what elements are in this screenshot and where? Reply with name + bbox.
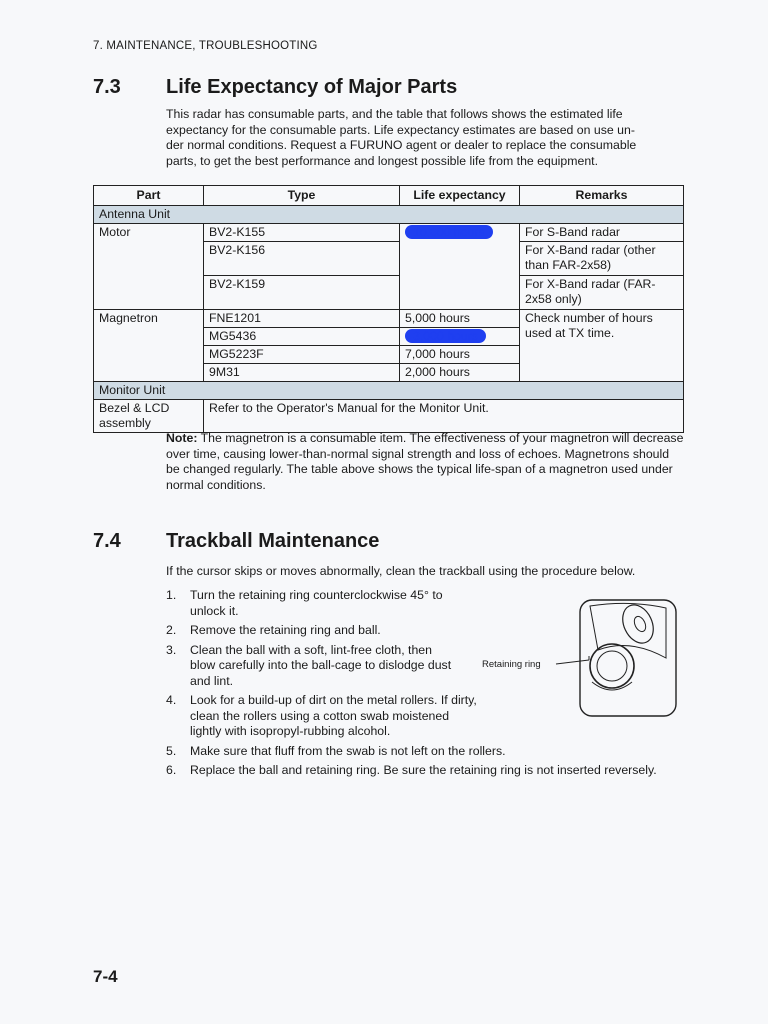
step-number: 4. xyxy=(166,693,177,707)
type-cell: 9M31 xyxy=(204,364,400,382)
note-paragraph xyxy=(166,431,686,493)
step-text: Look for a build-up of dirt on the metal rollers. If dirty, clean the rollers using a cotton swab moistened lightly with isopropyl-rubbing alcohol. xyxy=(190,693,477,738)
step-text: Clean the ball with a soft, lint-free cloth, then blow carefully into the ball-cage to dislodge dust and lint. xyxy=(190,642,452,688)
table-header-row xyxy=(94,186,684,206)
type-cell: BV2-K156 xyxy=(204,242,400,276)
step-text: Make sure that fluff from the swab is not left on the rollers. xyxy=(190,743,506,758)
intro-line: parts, to get the best performance and longest possible life from the equipment. xyxy=(166,153,599,168)
step-number: 3. xyxy=(166,642,177,657)
intro-line: der normal conditions. Request a FURUNO agent or dealer to replace the consumable xyxy=(166,138,637,152)
step-number: 2. xyxy=(166,623,177,637)
part-cell: Bezel & LCD assembly xyxy=(94,400,204,433)
table-row xyxy=(94,224,684,242)
list-item xyxy=(166,744,686,760)
intro-paragraph xyxy=(166,107,686,169)
type-cell: BV2-K159 xyxy=(204,276,400,310)
type-cell: MG5436 xyxy=(204,328,400,346)
note-label: Note: xyxy=(166,431,198,445)
section-title: Trackball Maintenance xyxy=(166,530,380,552)
remarks-cell: Refer to the Operator's Manual for the Monitor Unit. xyxy=(204,400,684,433)
trackball-figure xyxy=(480,598,680,720)
remarks-cell: Check number of hours used at TX time. xyxy=(520,310,684,382)
step-text: Turn the retaining ring counterclockwise 45° to unlock it. xyxy=(190,588,443,618)
intro-line: expectancy for the consumable parts. Life expectancy estimates are based on use un- xyxy=(166,122,635,137)
section-number: 7.4 xyxy=(93,530,121,552)
type-cell: BV2-K155 xyxy=(204,224,400,242)
life-cell: 5,000 hours xyxy=(400,310,520,328)
type-cell: FNE1201 xyxy=(204,310,400,328)
step-number: 1. xyxy=(166,588,177,602)
page-number: 7-4 xyxy=(93,967,118,986)
life-cell: 2,000 hours xyxy=(400,364,520,382)
remarks-cell: For X-Band radar (FAR-2x58 only) xyxy=(520,276,684,310)
group-label: Antenna Unit xyxy=(94,206,684,224)
part-cell: Magnetron xyxy=(94,310,204,382)
header-type: Type xyxy=(204,186,400,206)
running-header: 7. MAINTENANCE, TROUBLESHOOTING xyxy=(93,40,318,52)
part-cell: Motor xyxy=(94,224,204,310)
remarks-cell: For X-Band radar (other than FAR-2x58) xyxy=(520,242,684,276)
figure-label: Retaining ring xyxy=(482,659,541,670)
list-item xyxy=(166,763,686,779)
table-row xyxy=(94,310,684,328)
group-row-antenna xyxy=(94,206,684,224)
header-remarks: Remarks xyxy=(520,186,684,206)
header-part: Part xyxy=(94,186,204,206)
step-number: 6. xyxy=(166,763,177,777)
section-number: 7.3 xyxy=(93,76,121,98)
table-row xyxy=(94,400,684,433)
step-text: Replace the ball and retaining ring. Be sure the retaining ring is not inserted reversely. xyxy=(190,763,657,777)
type-cell: MG5223F xyxy=(204,346,400,364)
note-text: The magnetron is a consumable item. The effectiveness of your magnetron will decrease over time, causing lower-than-normal signal strength and loss of echoes. Magnetrons should be changed regularly. The table above shows the typical life-span of a magnetron used under normal conditions. xyxy=(166,431,684,492)
life-cell xyxy=(400,224,520,310)
remarks-cell: For S-Band radar xyxy=(520,224,684,242)
life-cell: 7,000 hours xyxy=(400,346,520,364)
life-cell xyxy=(400,328,520,346)
highlighted-life: 10,000 hours xyxy=(405,225,493,239)
life-expectancy-table xyxy=(93,185,684,433)
section-title: Life Expectancy of Major Parts xyxy=(166,76,458,98)
step-text: Remove the retaining ring and ball. xyxy=(190,623,381,637)
group-label: Monitor Unit xyxy=(94,382,684,400)
trackball-intro: If the cursor skips or moves abnormally, clean the trackball using the procedure below. xyxy=(166,564,636,578)
intro-line: This radar has consumable parts, and the table that follows shows the estimated life xyxy=(166,107,623,121)
group-row-monitor xyxy=(94,382,684,400)
step-number: 5. xyxy=(166,743,177,758)
highlighted-life: 3,000 hours xyxy=(405,329,486,343)
header-life: Life expectancy xyxy=(400,186,520,206)
